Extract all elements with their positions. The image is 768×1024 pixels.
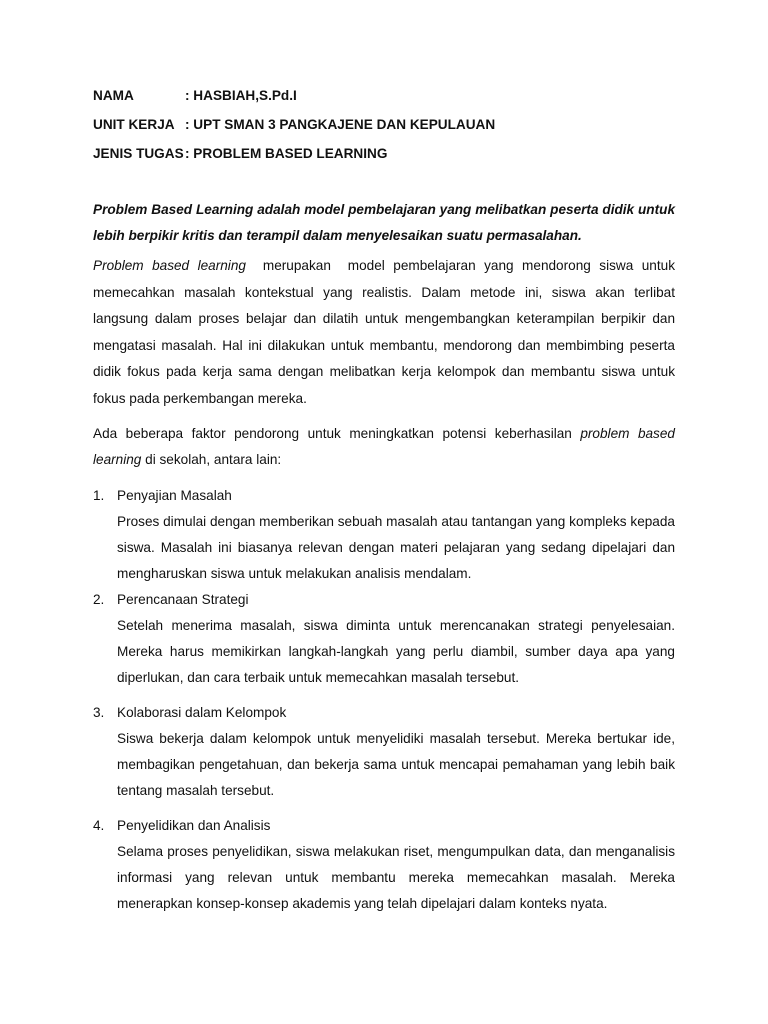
header-label-jenis-tugas: JENIS TUGAS [93, 146, 184, 161]
list-item-number: 1. [93, 488, 105, 503]
paragraph-text: merupakan model pembelajaran yang mendorong siswa untuk memecahkan masalah kontekstual yang realistis. Dalam metode ini, siswa akan terlibat langsung dalam proses belajar dan dilatih untuk mengembangkan keterampilan berpikir dan mengatasi masalah. Hal ini dilakukan untuk membantu, mendorong dan membimbing peserta didik fokus pada kerja sama dengan melibatkan kerja kelompok dan membantu siswa untuk fokus pada perkembangan mereka. [93, 258, 679, 406]
header-row-unit-kerja [93, 115, 675, 144]
list-item-title: Perencanaan Strategi [117, 592, 249, 607]
list-item-title: Penyajian Masalah [117, 488, 232, 503]
paragraph-description [93, 253, 679, 412]
list-item-body [117, 587, 675, 691]
list-item-desc: Siswa bekerja dalam kelompok untuk menyelidiki masalah tersebut. Mereka bertukar ide, membagikan pengetahuan, dan bekerja sama untuk mencapai pemahaman yang lebih baik tentang masalah tersebut. [117, 731, 675, 798]
list-item [93, 813, 675, 917]
header-value-nama: : HASBIAH,S.Pd.I [185, 88, 297, 103]
list-item-body [117, 700, 675, 804]
factors-list [93, 483, 675, 917]
header-label-nama: NAMA [93, 88, 134, 103]
list-item-number: 2. [93, 592, 105, 607]
list-item-desc: Selama proses penyelidikan, siswa melakukan riset, mengumpulkan data, dan menganalisis informasi yang relevan untuk membantu mereka memecahkan masalah. Mereka menerapkan konsep-konsep akademis yang telah dipelajari dalam konteks nyata. [117, 844, 675, 911]
list-item-title: Penyelidikan dan Analisis [117, 818, 271, 833]
factors-term: problem based learning [93, 426, 675, 467]
document-content [93, 86, 679, 917]
factors-text-after: di sekolah, antara lain: [141, 452, 282, 467]
intro-definition: Problem Based Learning adalah model pembelajaran yang melibatkan peserta didik untuk lebih berpikir kritis dan terampil dalam menyelesaikan suatu permasalahan. [93, 202, 675, 243]
paragraph-factors [93, 421, 675, 473]
list-item-number: 4. [93, 818, 105, 833]
header-row-nama [93, 86, 675, 115]
list-item-body [117, 483, 675, 587]
list-item-title: Kolaborasi dalam Kelompok [117, 705, 287, 720]
list-item [93, 483, 675, 587]
list-item [93, 700, 675, 804]
header-value-jenis-tugas: : PROBLEM BASED LEARNING [185, 146, 388, 161]
header-row-jenis-tugas [93, 144, 675, 173]
list-item-body [117, 813, 675, 917]
paragraph-term: Problem based learning [93, 258, 246, 273]
list-item-desc: Setelah menerima masalah, siswa diminta untuk merencanakan strategi penyelesaian. Mereka harus memikirkan langkah-langkah yang perlu diambil, sumber daya apa yang diperlukan, dan cara terbaik untuk memecahkan masalah tersebut. [117, 618, 675, 685]
list-item-number: 3. [93, 705, 105, 720]
header-value-unit-kerja: : UPT SMAN 3 PANGKAJENE DAN KEPULAUAN [185, 117, 496, 132]
factors-text-before: Ada beberapa faktor pendorong untuk meningkatkan potensi keberhasilan [93, 426, 581, 441]
list-item-desc: Proses dimulai dengan memberikan sebuah masalah atau tantangan yang kompleks kepada siswa. Masalah ini biasanya relevan dengan materi pelajaran yang sedang dipelajari dan mengharuskan siswa untuk melakukan analisis mendalam. [117, 514, 675, 581]
header-label-unit-kerja: UNIT KERJA [93, 117, 175, 132]
list-item [93, 587, 675, 691]
